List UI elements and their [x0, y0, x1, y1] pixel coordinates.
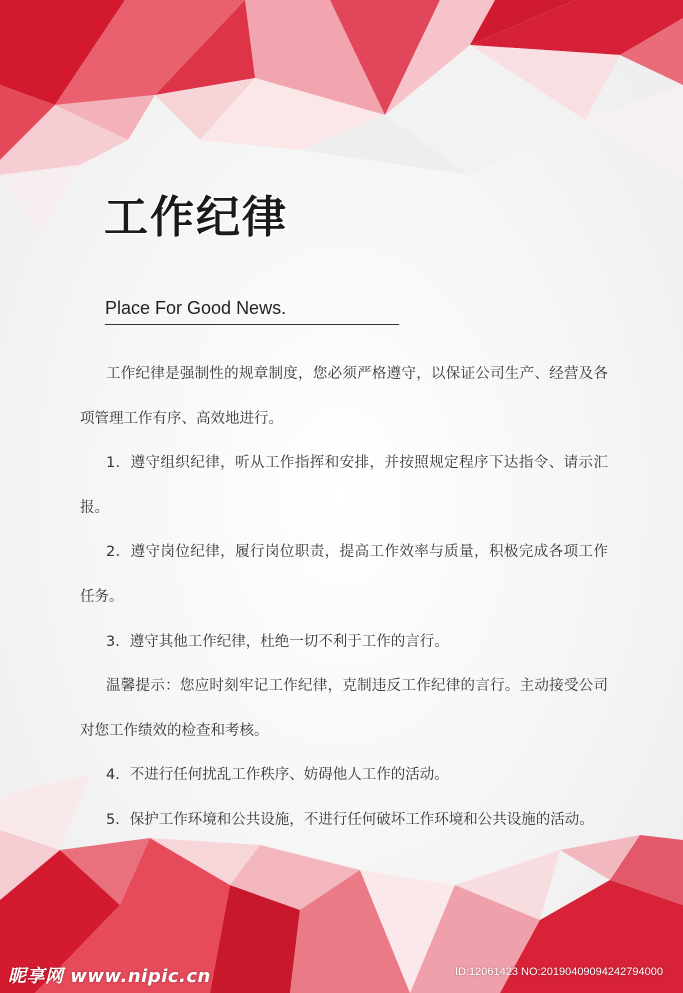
paragraph-rule-4: 4．不进行任何扰乱工作秩序、妨碍他人工作的活动。: [106, 767, 449, 784]
site-watermark: 昵享网 www.nipic.cn: [8, 966, 211, 987]
paragraph-rule-1: 1．遵守组织纪律，听从工作指挥和安排，并按照规定程序下达指令、请示汇报。: [80, 455, 608, 516]
paragraph-intro: 工作纪律是强制性的规章制度，您必须严格遵守，以保证公司生产、经营及各项管理工作有序、高效地进行。: [80, 366, 608, 427]
page-title: 工作纪律: [104, 192, 288, 243]
image-id-watermark: ID:12061423 NO:20190409094242794000: [455, 966, 663, 978]
paragraph-rule-2: 2．遵守岗位纪律，履行岗位职责，提高工作效率与质量，积极完成各项工作任务。: [80, 544, 608, 605]
paragraph-rule-5: 5．保护工作环境和公共设施，不进行任何破坏工作环境和公共设施的活动。: [106, 811, 594, 828]
page-subtitle: Place For Good News.: [105, 296, 399, 325]
paragraph-reminder: 温馨提示：您应时刻牢记工作纪律，克制违反工作纪律的言行。主动接受公司对您工作绩效的检查和考核。: [80, 678, 608, 739]
paragraph-rule-3: 3．遵守其他工作纪律，杜绝一切不利于工作的言行。: [106, 633, 449, 650]
document-body: [80, 352, 608, 843]
